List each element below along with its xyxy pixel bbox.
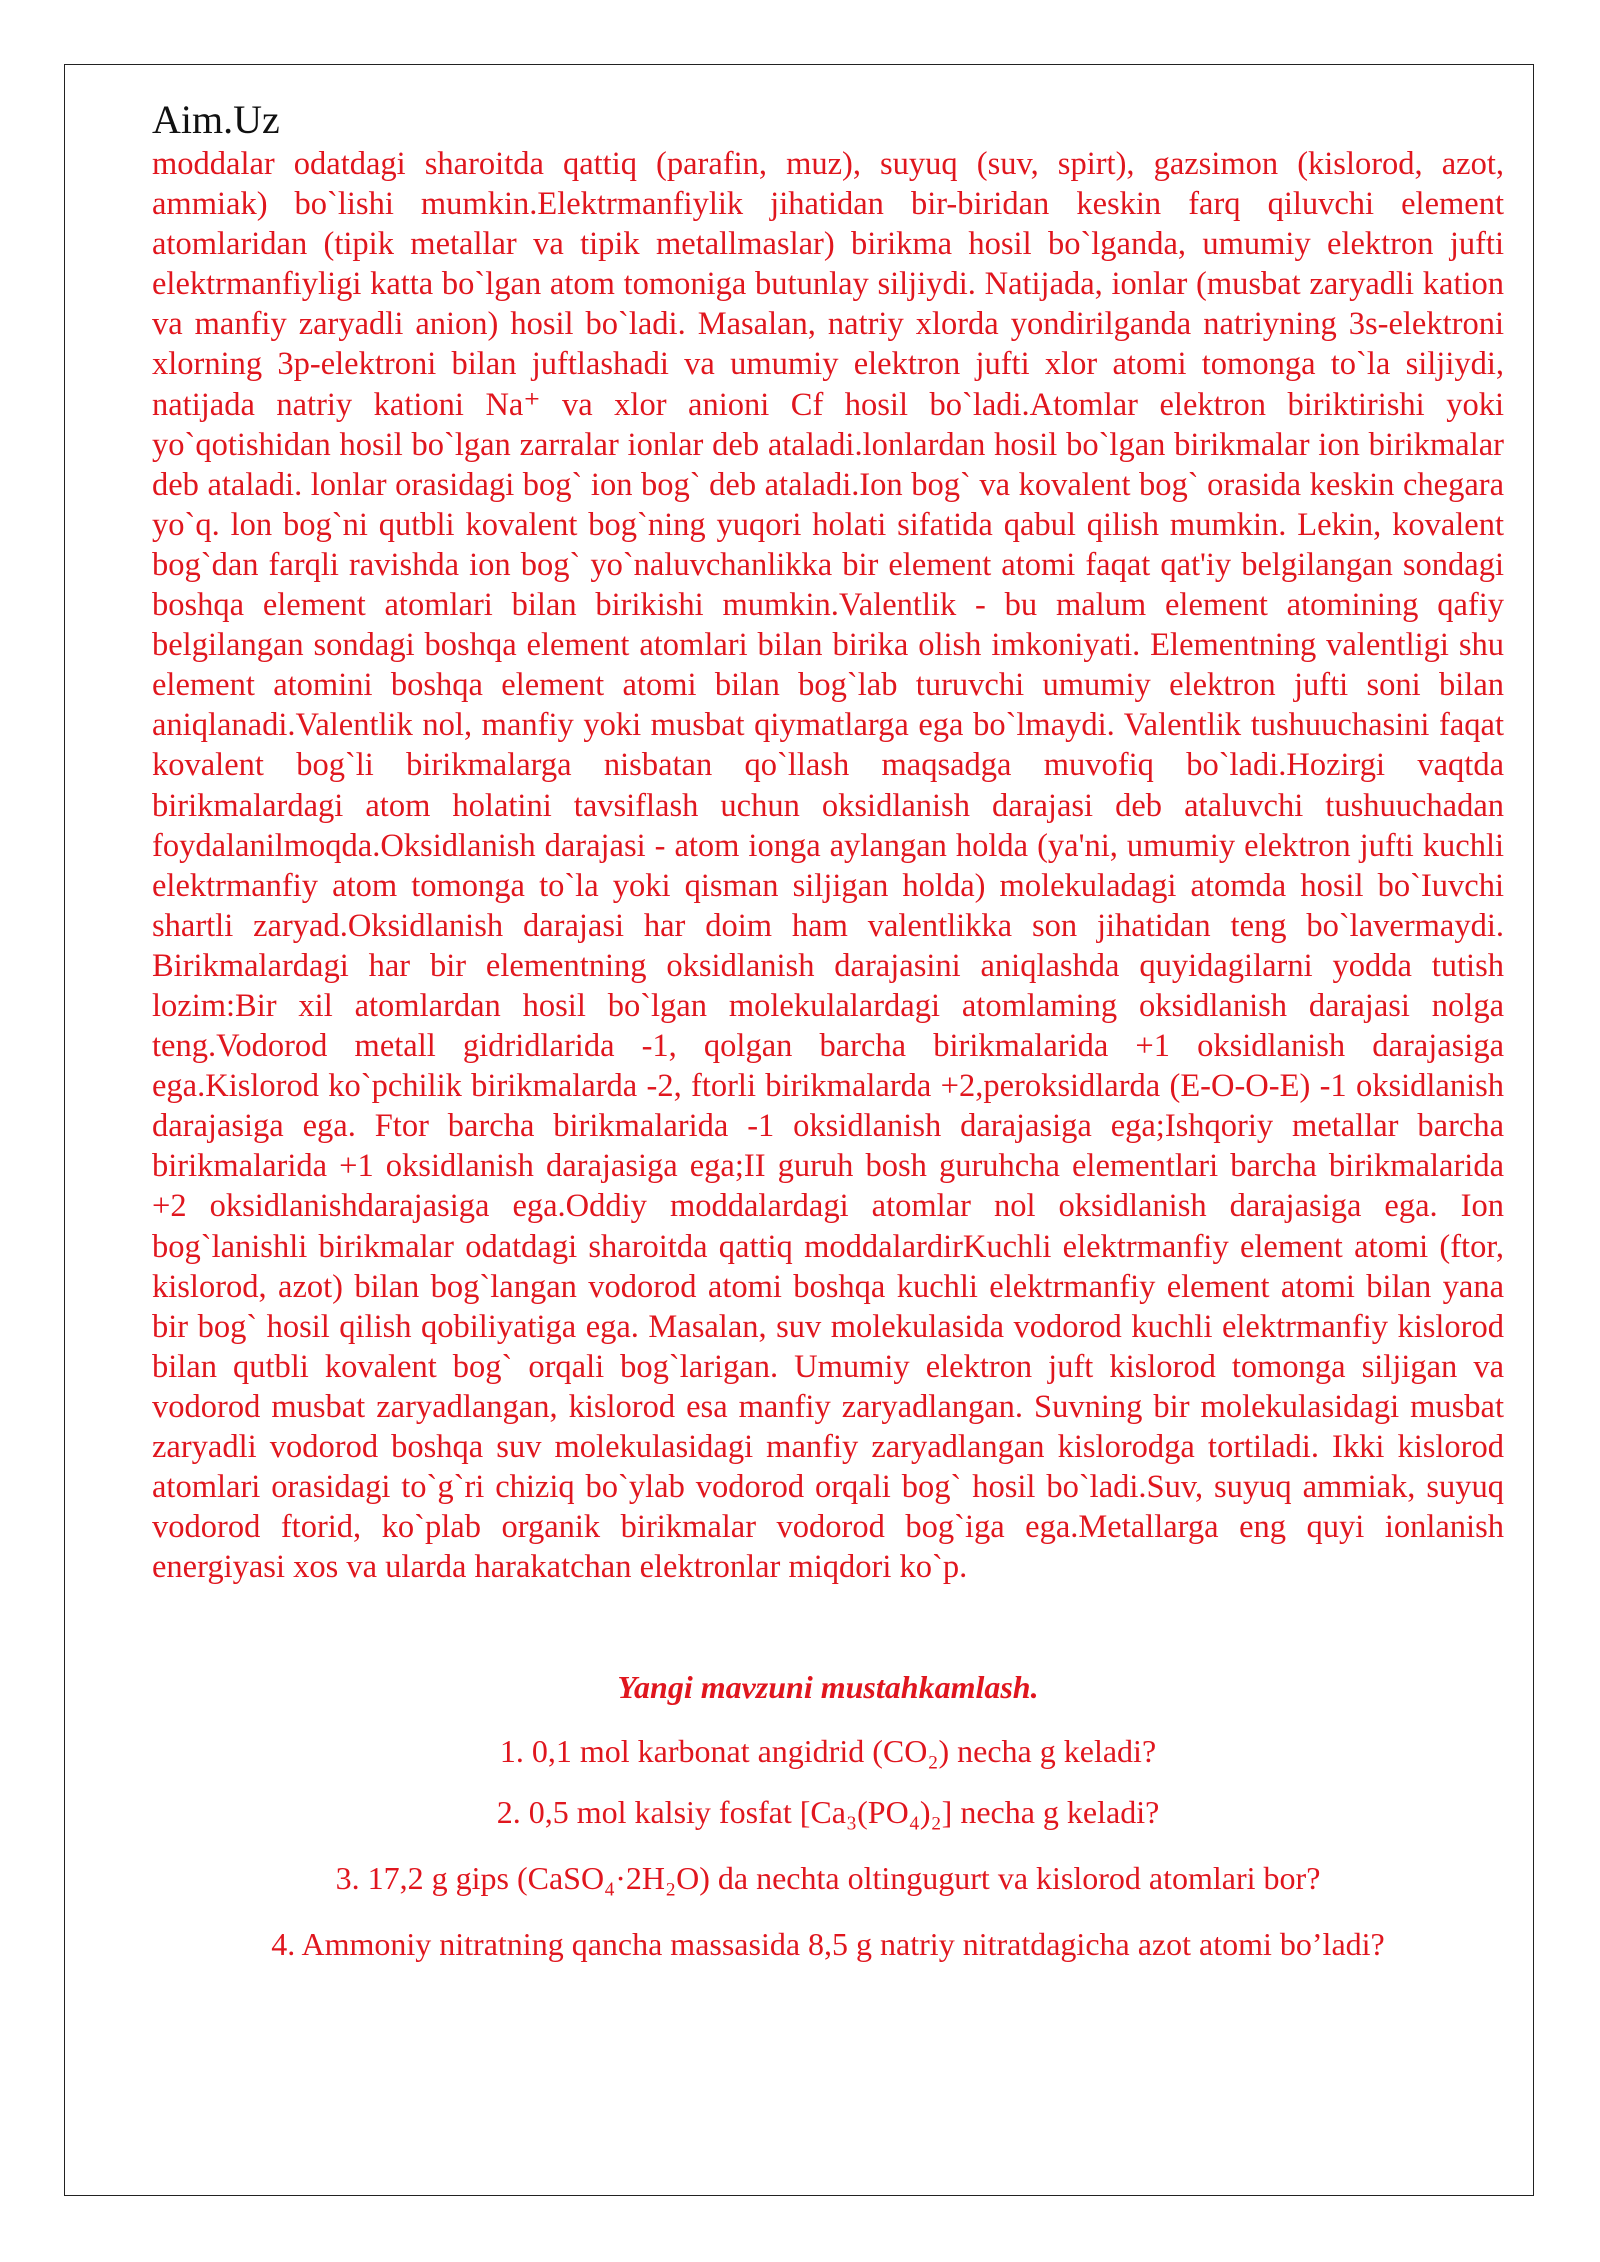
question-item-2: 2. 0,5 mol kalsiy fosfat [Ca₃(PO₄)₂] necha g keladi?: [496, 1794, 1160, 1831]
question-item-4: 4. Ammoniy nitratning qancha massasida 8,5 g natriy nitratdagicha azot atomi bo’ladi?: [271, 1926, 1385, 1963]
site-brand: Aim.Uz: [152, 97, 280, 142]
body-paragraph: moddalar odatdagi sharoitda qattiq (parafin, muz), suyuq (suv, spirt), gazsimon (kislorod, azot, ammiak) bo`lishi mumkin.Elektrmanfiylik jihatidan bir-biridan keskin farq qiluvchi element atomlaridan (tipik metallar va tipik metallmaslar) birikma hosil bo`lganda, umumiy elektron jufti elektrmanfiyligi katta bo`lgan atom tomoniga butunlay siljiydi. Natijada, ionlar (musbat zaryadli kation va manfiy zaryadli anion) hosil bo`ladi. Masalan, natriy xlorda yondirilganda natriyning 3s-elektroni xlorning 3p-elektroni bilan juftlashadi va umumiy elektron jufti xlor atomi tomonga to`la siljiydi, natijada natriy kationi Na⁺ va xlor anioni Cf hosil bo`ladi.Atomlar elektron biriktirishi yoki yo`qotishidan hosil bo`lgan zarralar ionlar deb ataladi.lonlardan hosil bo`lgan birikmalar ion birikmalar deb ataladi. lonlar orasidagi bog` ion bog` deb ataladi.Ion bog` va kovalent bog` orasida keskin chegara yo`q. lon bog`ni qutbli kovalent bog`ning yuqori holati sifatida qabul qilish mumkin. Lekin, kovalent bog`dan farqli ravishda ion bog` yo`naluvchanlikka bir element atomi faqat qat'iy belgilangan sondagi boshqa element atomlari bilan birikishi mumkin.Valentlik - bu malum element atomining qafiy belgilangan sondagi boshqa element atomlari bilan birika olish imkoniyati. Elementning valentligi shu element atomini boshqa element atomi bilan bog`lab turuvchi umumiy elektron jufti soni bilan aniqlanadi.Valentlik nol, manfiy yoki musbat qiymatlarga ega bo`lmaydi. Valentlik tushuuchasini faqat kovalent bog`li birikmalarga nisbatan qo`llash maqsadga muvofiq bo`ladi.Hozirgi vaqtda birikmalardagi atom holatini tavsiflash uchun oksidlanish darajasi deb ataluvchi tushuuchadan foydalanilmoqda.Oksidlanish darajasi - atom ionga aylangan holda (ya'ni, umumiy elektron jufti kuchli elektrmanfiy atom tomonga to`la yoki qisman siljigan holda) molekuladagi atomda hosil bo`Iuvchi shartli zaryad.Oksidlanish darajasi har doim ham valentlikka son jihatidan teng bo`lavermaydi. Birikmalardagi har bir elementning oksidlanish darajasini aniqlashda quyidagilarni yodda tutish lozim:Bir xil atomlardan hosil bo`lgan molekulalardagi atomlaming oksidlanish darajasi nolga teng.Vodorod metall gidridlarida -1, qolgan barcha birikmalarida +1 oksidlanish darajasiga ega.Kislorod ko`pchilik birikmalarda -2, ftorli birikmalarda +2,peroksidlarda (E-O-O-E) -1 oksidlanish darajasiga ega. Ftor barcha birikmalarida -1 oksidlanish darajasiga ega;Ishqoriy metallar barcha birikmalarida +1 oksidlanish darajasiga ega;II guruh bosh guruhcha elementlari barcha birikmalarida +2 oksidlanishdarajasiga ega.Oddiy moddalardagi atomlar nol oksidlanish darajasiga ega. Ion bog`lanishli birikmalar odatdagi sharoitda qattiq moddalardirKuchli elektrmanfiy element atomi (ftor, kislorod, azot) bilan bog`langan vodorod atomi boshqa kuchli elektrmanfiy element atomi bilan yana bir bog` hosil qilish qobiliyatiga ega. Masalan, suv molekulasida vodorod kuchli elektrmanfiy kislorod bilan qutbli kovalent bog` orqali bog`larigan. Umumiy elektron juft kislorod tomonga siljigan va vodorod musbat zaryadlangan, kislorod esa manfiy zaryadlangan. Suvning bir molekulasidagi musbat zaryadli vodorod boshqa suv molekulasidagi manfiy zaryadlangan kislorodga tortiladi. Ikki kislorod atomlari orasidagi to`g`ri chiziq bo`ylab vodorod orqali bog` hosil bo`ladi.Suv, suyuq ammiak, suyuq vodorod ftorid, ko`plab organik birikmalar vodorod bog`iga ega.Metallarga eng quyi ionlanish energiyasi xos va ularda harakatchan elektronlar miqdori ko`p.: [152, 146, 1504, 1586]
question-list: [152, 1731, 1504, 1964]
section-title: Yangi mavzuni mustahkamlash.: [617, 1669, 1039, 1706]
question-item-1: 1. 0,1 mol karbonat angidrid (CO₂) necha g keladi?: [499, 1733, 1157, 1770]
document-content: [152, 96, 1504, 1985]
question-item-3: 3. 17,2 g gips (CaSO₄·2H₂O) da nechta oltingugurt va kislorod atomlari bor?: [335, 1860, 1321, 1897]
